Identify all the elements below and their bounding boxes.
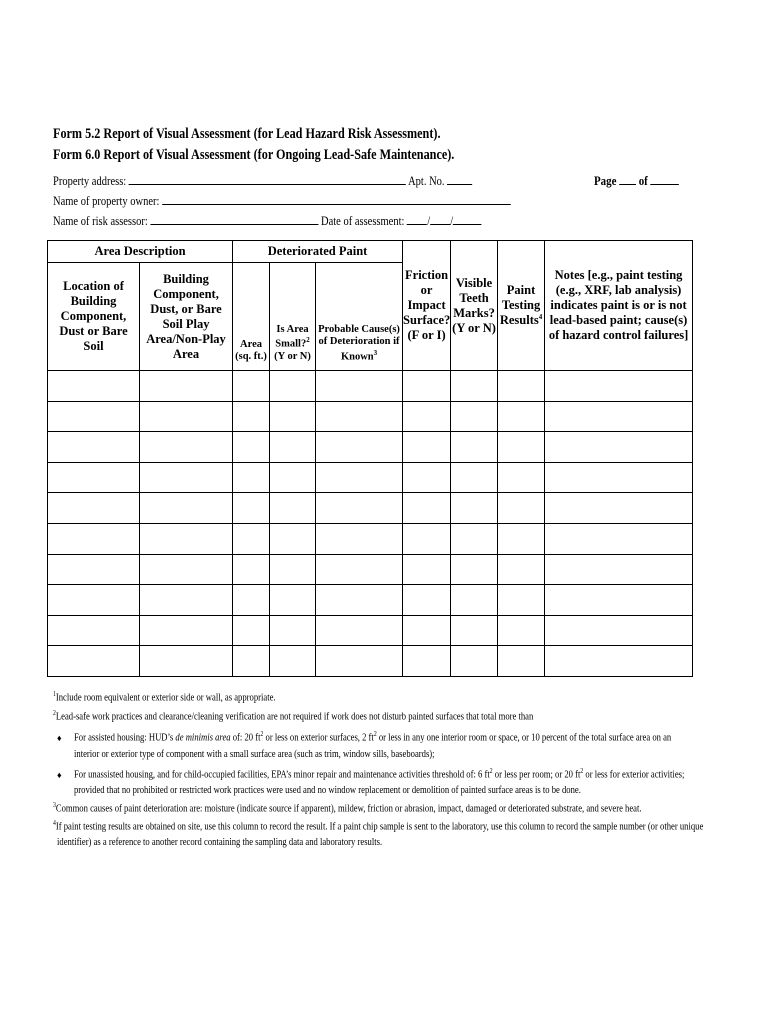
table-cell[interactable] <box>498 371 545 402</box>
table-cell[interactable] <box>140 462 233 493</box>
table-cell[interactable] <box>233 371 270 402</box>
table-cell[interactable] <box>545 371 693 402</box>
table-cell[interactable] <box>403 432 451 463</box>
paint-testing-footnote-mark: 4 <box>538 312 543 321</box>
date-label: Date of assessment: <box>321 214 405 228</box>
table-cell[interactable] <box>545 615 693 646</box>
table-cell[interactable] <box>451 585 498 616</box>
page-label: Page <box>594 173 617 188</box>
b1-sq-1: 2 <box>260 730 264 738</box>
table-cell[interactable] <box>403 523 451 554</box>
table-cell[interactable] <box>403 401 451 432</box>
table-cell[interactable] <box>316 523 403 554</box>
table-cell[interactable] <box>270 615 316 646</box>
footnote-2-bullet-1-line-2: interior or exterior type of component with a small surface area (such as trim, window sills, baseboards); <box>74 749 435 760</box>
paint-testing-header <box>498 241 545 371</box>
footnote-2-bullet-2 <box>74 767 684 782</box>
friction-impact-header: Friction or Impact Surface? (F or I) <box>403 241 451 371</box>
table-cell[interactable] <box>498 585 545 616</box>
table-cell[interactable] <box>270 493 316 524</box>
table-cell[interactable] <box>316 493 403 524</box>
date-day-field[interactable] <box>430 212 450 225</box>
table-cell[interactable] <box>140 585 233 616</box>
table-cell[interactable] <box>270 401 316 432</box>
area-small-footnote-mark: 2 <box>306 336 310 345</box>
footnote-1 <box>53 690 276 705</box>
table-cell[interactable] <box>316 554 403 585</box>
area-small-yn: (Y or N) <box>274 351 311 363</box>
table-cell[interactable] <box>545 523 693 554</box>
table-cell[interactable] <box>451 401 498 432</box>
property-address-line <box>53 172 472 189</box>
table-cell[interactable] <box>451 554 498 585</box>
table-cell[interactable] <box>498 432 545 463</box>
b1-text-a: For assisted housing: HUD’s <box>74 732 176 744</box>
table-row <box>48 493 693 524</box>
table-cell[interactable] <box>498 554 545 585</box>
table-cell[interactable] <box>498 523 545 554</box>
b2-text-c: or less for exterior activities; <box>583 769 685 781</box>
date-year-field[interactable] <box>453 212 482 225</box>
area-description-header: Area Description <box>48 241 233 263</box>
notes-header: Notes [e.g., paint testing (e.g., XRF, lab analysis) indicates paint is or is not lead-based paint; cause(s) of hazard control failures] <box>545 241 693 371</box>
probable-cause-footnote-mark: 3 <box>373 348 378 357</box>
table-cell[interactable] <box>545 554 693 585</box>
page-number <box>594 172 679 189</box>
table-row <box>48 523 693 554</box>
table-cell[interactable] <box>316 432 403 463</box>
assessor-line: Name of risk assessor: Date of assessment: / / <box>53 212 482 229</box>
property-address-label: Property address: <box>53 174 127 188</box>
table-cell[interactable] <box>48 615 140 646</box>
table-cell[interactable] <box>451 462 498 493</box>
table-cell[interactable] <box>498 646 545 677</box>
form-5-2-title: Form 5.2 Report of Visual Assessment (for Lead Hazard Risk Assessment). <box>53 126 441 142</box>
apt-no-label: Apt. No. <box>408 174 445 188</box>
table-cell[interactable] <box>233 462 270 493</box>
form-6-0-title: Form 6.0 Report of Visual Assessment (for Ongoing Lead-Safe Maintenance). <box>53 147 455 163</box>
table-cell[interactable] <box>48 462 140 493</box>
b2-sq-2: 2 <box>580 767 584 775</box>
footnote-3-text: Common causes of paint deterioration are: moisture (indicate source if apparent), mildew, friction or abrasion, impact, damaged or deteriorated substrate, and severe heat. <box>55 803 642 815</box>
table-row <box>48 401 693 432</box>
table-cell[interactable] <box>316 401 403 432</box>
table-cell[interactable] <box>48 554 140 585</box>
teeth-marks-header: Visible Teeth Marks? (Y or N) <box>451 241 498 371</box>
table-cell[interactable] <box>48 493 140 524</box>
page-total-field[interactable] <box>651 172 680 185</box>
b2-text-a: For unassisted housing, and for child-occupied facilities, EPA’s minor repair and maintenance activities threshold of: 6 ft <box>74 769 490 781</box>
b2-text-b: or less per room; or 20 ft <box>492 769 581 781</box>
footnote-1-mark: 1 <box>53 690 56 698</box>
table-cell[interactable] <box>545 493 693 524</box>
table-cell[interactable] <box>233 401 270 432</box>
b1-text-d: or less in any one interior room or space, or 10 percent of the total surface area on an <box>376 732 672 744</box>
table-cell[interactable] <box>451 523 498 554</box>
table-cell[interactable] <box>316 585 403 616</box>
table-row <box>48 432 693 463</box>
deteriorated-paint-header: Deteriorated Paint <box>233 241 403 263</box>
component-header: Building Component, Dust, or Bare Soil Play Area/Non-Play Area <box>140 263 233 371</box>
location-header: Location of Building Component, Dust or Bare Soil <box>48 263 140 371</box>
table-cell[interactable] <box>140 371 233 402</box>
area-small-header <box>270 263 316 371</box>
table-cell[interactable] <box>545 585 693 616</box>
table-cell[interactable] <box>48 371 140 402</box>
owner-line <box>53 192 511 209</box>
table-cell[interactable] <box>403 462 451 493</box>
table-body <box>48 371 693 677</box>
table-row <box>48 585 693 616</box>
table-row <box>48 646 693 677</box>
table-cell[interactable] <box>403 615 451 646</box>
table-cell[interactable] <box>270 462 316 493</box>
table-row <box>48 554 693 585</box>
table-cell[interactable] <box>270 371 316 402</box>
table-row <box>48 615 693 646</box>
footnote-4-line-2: identifier) as a reference to another record containing the sampling data and laboratory results. <box>57 837 383 848</box>
table-cell[interactable] <box>140 432 233 463</box>
page-field[interactable] <box>619 172 636 185</box>
bullet-icon: ♦ <box>57 770 62 780</box>
table-cell[interactable] <box>403 371 451 402</box>
table-cell[interactable] <box>140 523 233 554</box>
footnote-3-mark: 3 <box>53 801 56 809</box>
table-cell[interactable] <box>403 493 451 524</box>
table-cell[interactable] <box>451 371 498 402</box>
table-cell[interactable] <box>498 401 545 432</box>
table-cell[interactable] <box>498 493 545 524</box>
table-cell[interactable] <box>48 523 140 554</box>
of-label: of <box>638 173 648 188</box>
table-cell[interactable] <box>140 554 233 585</box>
table-cell[interactable] <box>403 646 451 677</box>
table-cell[interactable] <box>233 523 270 554</box>
table-cell[interactable] <box>233 554 270 585</box>
b2-sq-1: 2 <box>489 767 493 775</box>
table-cell[interactable] <box>545 646 693 677</box>
table-cell[interactable] <box>140 401 233 432</box>
area-sqft-header: Area (sq. ft.) <box>233 263 270 371</box>
footnote-2 <box>53 709 533 724</box>
paint-testing-label: Paint Testing Results <box>499 282 541 328</box>
footnote-2-text: Lead-safe work practices and clearance/cleaning verification are not required if work does not disturb painted surfaces that total more than <box>55 711 534 723</box>
table-cell[interactable] <box>140 646 233 677</box>
table-cell[interactable] <box>403 585 451 616</box>
table-cell[interactable] <box>233 585 270 616</box>
area-small-label: Is Area Small? <box>275 323 309 350</box>
table-cell[interactable] <box>270 523 316 554</box>
table-row <box>48 462 693 493</box>
table-cell[interactable] <box>545 462 693 493</box>
table-cell[interactable] <box>140 615 233 646</box>
table-cell[interactable] <box>233 615 270 646</box>
bullet-icon: ♦ <box>57 733 62 743</box>
table-cell[interactable] <box>316 462 403 493</box>
table-cell[interactable] <box>270 554 316 585</box>
b1-de-minimis: de minimis area <box>175 732 231 744</box>
table-cell[interactable] <box>233 646 270 677</box>
date-month-field[interactable] <box>407 212 427 225</box>
table-cell[interactable] <box>403 554 451 585</box>
b1-text-b: of: 20 ft <box>230 732 261 744</box>
table-cell[interactable] <box>316 371 403 402</box>
table-cell[interactable] <box>498 615 545 646</box>
owner-field[interactable] <box>162 192 511 205</box>
table-cell[interactable] <box>451 432 498 463</box>
owner-label: Name of property owner: <box>53 194 160 208</box>
table-cell[interactable] <box>270 585 316 616</box>
table-cell[interactable] <box>545 432 693 463</box>
table-cell[interactable] <box>451 646 498 677</box>
assessor-label: Name of risk assessor: <box>53 214 148 228</box>
table-cell[interactable] <box>451 615 498 646</box>
table-cell[interactable] <box>316 646 403 677</box>
table-row <box>48 371 693 402</box>
footnote-4-text: If paint testing results are obtained on site, use this column to record the result. If a paint chip sample is sent to the laboratory, use this column to record the sample number (or other unique <box>55 821 704 833</box>
visual-assessment-table <box>47 240 693 677</box>
table-cell[interactable] <box>545 401 693 432</box>
footnote-3 <box>53 801 642 816</box>
table-cell[interactable] <box>48 585 140 616</box>
assessor-field[interactable] <box>150 212 318 225</box>
footnote-2-bullet-1 <box>74 730 671 745</box>
table-cell[interactable] <box>140 493 233 524</box>
b1-text-c: or less on exterior surfaces, 2 ft <box>263 732 374 744</box>
b1-sq-2: 2 <box>373 730 377 738</box>
table-cell[interactable] <box>270 646 316 677</box>
table-cell[interactable] <box>498 462 545 493</box>
apt-no-field[interactable] <box>447 172 472 185</box>
footnote-1-text: Include room equivalent or exterior side or wall, as appropriate. <box>55 692 276 704</box>
table-cell[interactable] <box>233 493 270 524</box>
table-cell[interactable] <box>451 493 498 524</box>
probable-cause-header <box>316 263 403 371</box>
table-cell[interactable] <box>270 432 316 463</box>
table-cell[interactable] <box>48 401 140 432</box>
footnote-4 <box>53 819 703 834</box>
table-cell[interactable] <box>48 432 140 463</box>
footnote-2-bullet-2-line-2: provided that no prohibited or restricted work practices were used and no window replacement or demolition of painted surface areas is to be done. <box>74 785 581 796</box>
footnote-2-mark: 2 <box>53 709 56 717</box>
property-address-field[interactable] <box>129 172 406 185</box>
table-cell[interactable] <box>233 432 270 463</box>
probable-cause-label: Probable Cause(s) of Deterioration if Known <box>318 323 400 363</box>
footnote-4-mark: 4 <box>53 819 56 827</box>
table-cell[interactable] <box>48 646 140 677</box>
table-cell[interactable] <box>316 615 403 646</box>
